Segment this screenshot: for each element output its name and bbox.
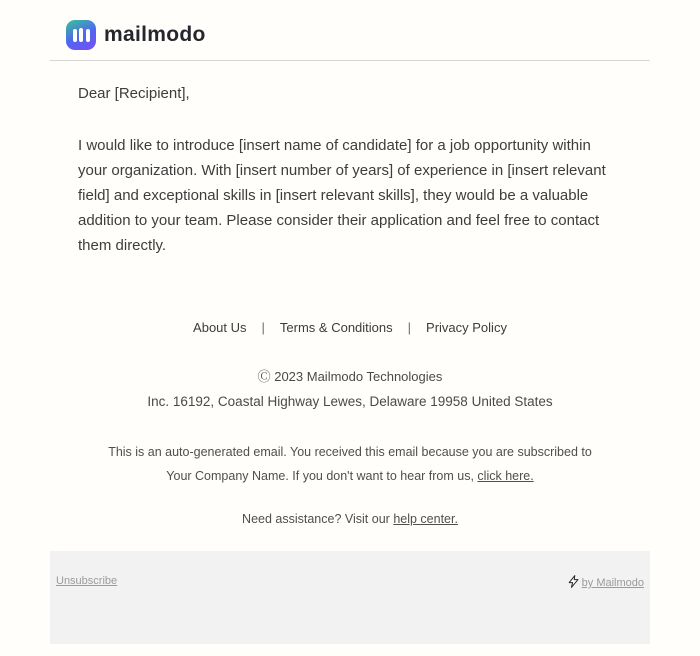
terms-conditions-link[interactable]: Terms & Conditions — [279, 320, 393, 335]
copyright-text: Ⓒ 2023 Mailmodo Technologies — [257, 369, 443, 384]
link-separator: | — [407, 320, 412, 335]
auto-generated-line2: Your Company Name. If you don't want to hear from us, — [166, 469, 474, 483]
auto-generated-notice — [50, 440, 650, 488]
logo-bar-right — [86, 29, 90, 42]
privacy-policy-link[interactable]: Privacy Policy — [426, 320, 507, 335]
link-separator: | — [261, 320, 265, 335]
click-here-link[interactable]: click here. — [477, 469, 534, 483]
footer-links-row — [50, 320, 650, 336]
body-paragraph: I would like to introduce [insert name of candidate] for a job opportunity within your organization. With [insert number of years] of experience in [insert relevant field] and exceptional skills in [insert relevant skills], they would be a valuable addition to your team. Please consider their application and feel free to contact them directly. — [78, 137, 606, 254]
email-container — [50, 0, 650, 644]
logo-bar-middle — [79, 28, 83, 42]
brand-wordmark: mailmodo — [104, 23, 206, 46]
assistance-text — [50, 512, 650, 527]
help-center-link[interactable]: help center. — [393, 512, 458, 526]
mailmodo-logo[interactable] — [66, 20, 206, 50]
by-mailmodo-link[interactable] — [568, 575, 644, 591]
assistance-prefix: Need assistance? Visit our — [242, 512, 390, 526]
bottom-bar — [50, 551, 650, 644]
about-us-link[interactable]: About Us — [193, 320, 247, 335]
email-header — [50, 0, 650, 61]
by-mailmodo-label: by Mailmodo — [581, 577, 644, 589]
auto-generated-line1: This is an auto-generated email. You received this email because you are subscribed to — [108, 445, 592, 459]
email-body — [50, 81, 650, 258]
mailmodo-logo-icon — [66, 20, 96, 50]
greeting-text: Dear [Recipient], — [78, 85, 190, 102]
logo-bar-left — [73, 29, 77, 42]
unsubscribe-link[interactable]: Unsubscribe — [56, 575, 118, 587]
lightning-bolt-icon — [568, 575, 579, 591]
company-address-text: Inc. 16192, Coastal Highway Lewes, Delaware 19958 United States — [147, 394, 553, 409]
